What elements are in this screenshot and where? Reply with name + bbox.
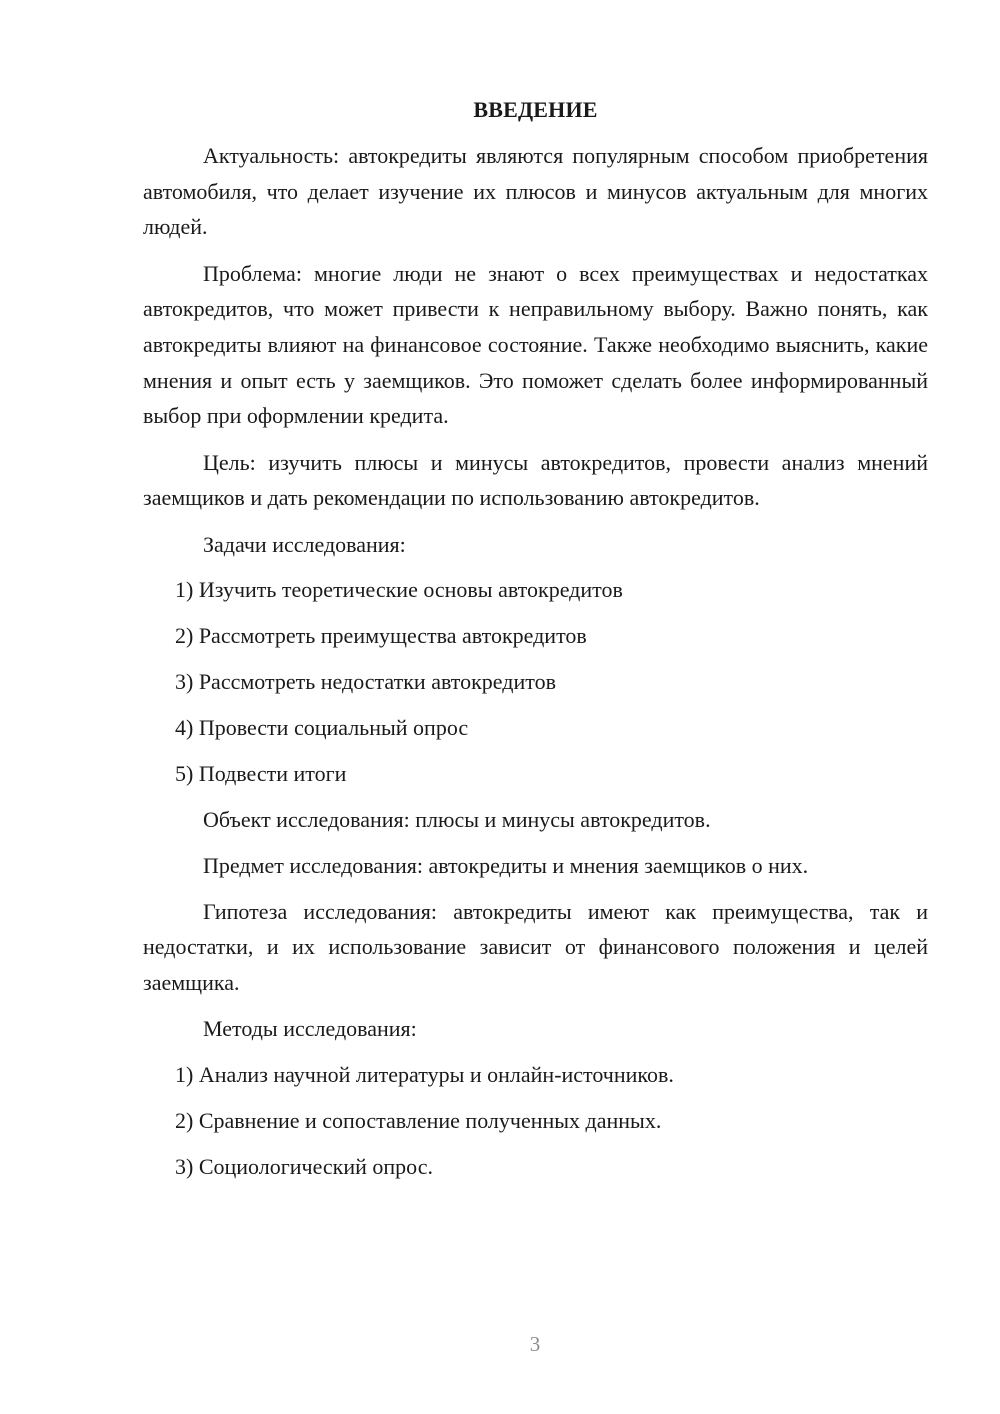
method-item: 1) Анализ научной литературы и онлайн-источников.	[175, 1062, 674, 1088]
hypothesis-paragraph: Гипотеза исследования: автокредиты имеют как преимущества, так и недостатки, и их использование зависит от финансового положения и целей заемщика.	[143, 898, 928, 996]
object-line: Объект исследования: плюсы и минусы автокредитов.	[203, 806, 711, 832]
goal-paragraph: Цель: изучить плюсы и минусы автокредитов, провести анализ мнений заемщиков и дать рекомендации по использованию автокредитов.	[143, 449, 928, 511]
method-item: 3) Социологический опрос.	[175, 1153, 433, 1179]
task-item: 3) Рассмотреть недостатки автокредитов	[175, 669, 556, 695]
relevance-paragraph: Актуальность: автокредиты являются популярным способом приобретения автомобиля, что делает изучение их плюсов и минусов актуальным для многих людей.	[143, 143, 928, 240]
method-item: 2) Сравнение и сопоставление полученных данных.	[175, 1108, 662, 1134]
task-item: 1) Изучить теоретические основы автокредитов	[175, 577, 623, 603]
document-page	[143, 92, 928, 1195]
task-item: 2) Рассмотреть преимущества автокредитов	[175, 623, 587, 649]
subject-line: Предмет исследования: автокредиты и мнения заемщиков о них.	[203, 852, 809, 878]
tasks-list	[143, 572, 928, 791]
page-number: 3	[529, 1332, 541, 1356]
section-title: ВВЕДЕНИЕ	[473, 97, 598, 122]
task-item: 4) Провести социальный опрос	[175, 715, 469, 741]
methods-heading: Методы исследования:	[203, 1016, 417, 1042]
problem-paragraph: Проблема: многие люди не знают о всех преимуществах и недостатках автокредитов, что может привести к неправильному выбору. Важно понять, как автокредиты влияют на финансовое состояние. Также необходимо выяснить, какие мнения и опыт есть у заемщиков. Это поможет сделать более информированный выбор при оформлении кредита.	[143, 260, 928, 429]
task-item: 5) Подвести итоги	[175, 760, 347, 786]
tasks-heading: Задачи исследования:	[203, 531, 406, 557]
methods-list	[143, 1057, 928, 1184]
